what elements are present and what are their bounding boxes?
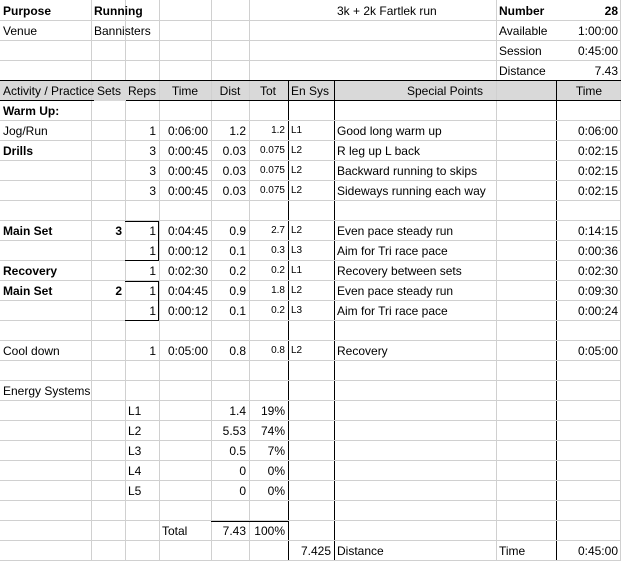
- tot-cell[interactable]: 2.7: [271, 225, 285, 236]
- en-sys-cell[interactable]: L1: [291, 265, 303, 276]
- reps-cell[interactable]: [125, 201, 159, 221]
- sets-cell[interactable]: [91, 201, 125, 221]
- energy-level-dist[interactable]: 5.53: [222, 424, 246, 438]
- energy-level-label[interactable]: L1: [128, 404, 142, 418]
- special-points-cell[interactable]: Recovery between sets: [337, 264, 462, 278]
- footer-time-value[interactable]: 0:45:00: [577, 544, 618, 558]
- dist-cell[interactable]: [211, 321, 249, 341]
- energy-level-dist[interactable]: 1.4: [229, 404, 246, 418]
- reps-cell[interactable]: 3: [149, 144, 156, 158]
- dist-cell[interactable]: 0.03: [222, 144, 246, 158]
- time-cell[interactable]: [159, 201, 211, 221]
- sets-cell[interactable]: [91, 241, 125, 261]
- time-right-cell[interactable]: 0:02:15: [577, 144, 618, 158]
- time-right-cell[interactable]: 0:00:36: [577, 244, 618, 258]
- tot-cell[interactable]: 0.8: [271, 345, 285, 356]
- venue-value[interactable]: Bannisters: [94, 24, 151, 38]
- total-dist[interactable]: 7.43: [222, 524, 246, 538]
- energy-level-label[interactable]: L2: [128, 424, 142, 438]
- tot-cell[interactable]: 0.2: [271, 265, 285, 276]
- special-points-cell[interactable]: Recovery: [337, 344, 388, 358]
- venue-label[interactable]: Venue: [3, 24, 38, 38]
- reps-cell[interactable]: [125, 101, 159, 121]
- session-title[interactable]: 3k + 2k Fartlek run: [337, 4, 437, 18]
- reps-cell[interactable]: [125, 321, 159, 341]
- time-cell[interactable]: 0:00:45: [167, 144, 208, 158]
- column-header-special-points[interactable]: Special Points: [406, 84, 484, 98]
- dist-cell[interactable]: 0.9: [229, 224, 246, 238]
- column-header-en-sys[interactable]: En Sys: [291, 84, 330, 98]
- reps-cell[interactable]: 3: [149, 164, 156, 178]
- main-set-1-bracket: [125, 221, 159, 261]
- time-cell[interactable]: [159, 321, 211, 341]
- sets-cell[interactable]: 3: [115, 224, 122, 238]
- en-sys-cell[interactable]: L3: [291, 245, 303, 256]
- sets-cell[interactable]: [91, 141, 125, 161]
- tot-cell[interactable]: [249, 101, 288, 121]
- column-header-reps[interactable]: Reps: [128, 84, 157, 98]
- en-sys-cell[interactable]: L2: [291, 165, 303, 176]
- reps-cell[interactable]: 3: [149, 184, 156, 198]
- row-gridline: [0, 480, 621, 481]
- available-value[interactable]: 1:00:00: [577, 24, 618, 38]
- column-header-time-right[interactable]: Time: [575, 84, 603, 98]
- column-header-activity[interactable]: Activity / Practice: [3, 84, 95, 98]
- tot-cell[interactable]: 0.075: [259, 145, 285, 156]
- purpose-value[interactable]: Running: [94, 4, 143, 18]
- energy-level-dist[interactable]: 0.5: [229, 444, 246, 458]
- energy-level-pct[interactable]: 19%: [260, 404, 285, 418]
- dist-cell[interactable]: 1.2: [229, 124, 246, 138]
- en-sys-cell[interactable]: L3: [291, 305, 303, 316]
- reps-cell[interactable]: 1: [149, 244, 156, 258]
- activity-cell[interactable]: Drills: [3, 144, 34, 158]
- special-points-cell[interactable]: Good long warm up: [337, 124, 442, 138]
- reps-cell[interactable]: 1: [149, 224, 156, 238]
- energy-level-dist[interactable]: 0: [239, 484, 246, 498]
- distance-value[interactable]: 7.43: [594, 64, 618, 78]
- time-cell[interactable]: 0:00:45: [167, 164, 208, 178]
- special-points-cell[interactable]: [334, 321, 556, 341]
- dist-cell[interactable]: 0.2: [229, 264, 246, 278]
- energy-systems-title[interactable]: Energy Systems: [3, 384, 91, 398]
- energy-level-pct[interactable]: 0%: [267, 464, 285, 478]
- footer-distance-label[interactable]: Distance: [337, 544, 384, 558]
- sets-cell[interactable]: [91, 261, 125, 281]
- tot-cell[interactable]: 0.2: [271, 305, 285, 316]
- footer-distance-value[interactable]: 7.425: [300, 544, 331, 558]
- en-sys-cell[interactable]: L2: [291, 225, 303, 236]
- special-points-cell[interactable]: Even pace steady run: [337, 224, 454, 238]
- time-cell[interactable]: 0:06:00: [167, 124, 208, 138]
- energy-level-pct[interactable]: 74%: [260, 424, 285, 438]
- sets-cell[interactable]: [91, 341, 125, 361]
- reps-cell[interactable]: 1: [149, 304, 156, 318]
- time-cell[interactable]: 0:00:12: [167, 244, 208, 258]
- column-header-time[interactable]: Time: [171, 84, 199, 98]
- special-points-cell[interactable]: R leg up L back: [337, 144, 420, 158]
- time-cell[interactable]: 0:02:30: [167, 264, 208, 278]
- dist-cell[interactable]: [211, 201, 249, 221]
- dist-cell[interactable]: 0.1: [229, 304, 246, 318]
- activity-cell[interactable]: Main Set: [3, 284, 53, 298]
- dist-cell[interactable]: 0.03: [222, 184, 246, 198]
- tot-cell[interactable]: 1.8: [271, 285, 285, 296]
- total-pct[interactable]: 100%: [254, 524, 285, 538]
- en-sys-cell[interactable]: [288, 101, 334, 121]
- tot-cell[interactable]: [249, 321, 288, 341]
- time-right-cell[interactable]: [557, 201, 621, 221]
- footer-time-label[interactable]: Time: [499, 544, 526, 558]
- row-gridline: [0, 500, 621, 501]
- column-header-dist[interactable]: Dist: [219, 84, 241, 98]
- reps-cell[interactable]: 1: [149, 124, 156, 138]
- distance-label[interactable]: Distance: [499, 64, 546, 78]
- special-points-cell[interactable]: Sideways running each way: [337, 184, 486, 198]
- purpose-label[interactable]: Purpose: [3, 4, 52, 18]
- session-label[interactable]: Session: [499, 44, 542, 58]
- special-points-cell[interactable]: Backward running to skips: [337, 164, 478, 178]
- row-gridline: [0, 460, 621, 461]
- time-right-cell[interactable]: 0:06:00: [577, 124, 618, 138]
- reps-cell[interactable]: 1: [149, 264, 156, 278]
- time-right-cell[interactable]: 0:02:30: [577, 264, 618, 278]
- dist-cell[interactable]: 0.1: [229, 244, 246, 258]
- dist-cell[interactable]: 0.9: [229, 284, 246, 298]
- sets-cell[interactable]: [91, 301, 125, 321]
- session-value[interactable]: 0:45:00: [577, 44, 618, 58]
- activity-cell[interactable]: Jog/Run: [3, 124, 48, 138]
- time-right-cell[interactable]: 0:05:00: [577, 344, 618, 358]
- energy-level-label[interactable]: L4: [128, 464, 142, 478]
- number-value[interactable]: 28: [604, 4, 618, 18]
- en-sys-cell[interactable]: [288, 321, 334, 341]
- special-points-cell[interactable]: Aim for Tri race pace: [337, 244, 448, 258]
- energy-level-pct[interactable]: 0%: [267, 484, 285, 498]
- dist-cell[interactable]: 0.03: [222, 164, 246, 178]
- special-points-cell[interactable]: [334, 101, 556, 121]
- en-sys-cell[interactable]: L1: [291, 125, 303, 136]
- en-sys-cell[interactable]: [288, 201, 334, 221]
- row-gridline: [0, 440, 621, 441]
- time-cell[interactable]: 0:05:00: [167, 344, 208, 358]
- energy-level-label[interactable]: L3: [128, 444, 142, 458]
- time-right-cell[interactable]: 0:14:15: [577, 224, 618, 238]
- sets-cell[interactable]: [91, 161, 125, 181]
- reps-cell[interactable]: 1: [149, 284, 156, 298]
- activity-cell[interactable]: Cool down: [3, 344, 60, 358]
- energy-level-dist[interactable]: 0: [239, 464, 246, 478]
- en-sys-cell[interactable]: L2: [291, 145, 303, 156]
- tot-cell[interactable]: 0.075: [259, 165, 285, 176]
- activity-cell[interactable]: Warm Up:: [3, 104, 60, 118]
- time-cell[interactable]: 0:00:12: [167, 304, 208, 318]
- number-label[interactable]: Number: [499, 4, 545, 18]
- tot-cell[interactable]: 1.2: [271, 125, 285, 136]
- tot-cell[interactable]: 0.075: [259, 185, 285, 196]
- time-cell[interactable]: [159, 101, 211, 121]
- total-label[interactable]: Total: [162, 524, 188, 538]
- special-points-cell[interactable]: [334, 201, 556, 221]
- main-set-2-bracket: [125, 281, 159, 321]
- sets-cell[interactable]: [91, 181, 125, 201]
- time-cell[interactable]: 0:04:45: [167, 224, 208, 238]
- en-sys-cell[interactable]: L2: [291, 345, 303, 356]
- column-header-tot[interactable]: Tot: [259, 84, 276, 98]
- time-cell[interactable]: 0:04:45: [167, 284, 208, 298]
- row-gridline: [0, 520, 621, 521]
- energy-level-pct[interactable]: 7%: [267, 444, 285, 458]
- dist-cell[interactable]: 0.8: [229, 344, 246, 358]
- en-sys-cell[interactable]: L2: [291, 285, 303, 296]
- energy-level-label[interactable]: L5: [128, 484, 142, 498]
- column-header-sets[interactable]: Sets: [94, 81, 126, 101]
- reps-cell[interactable]: 1: [149, 344, 156, 358]
- en-sys-cell[interactable]: L2: [291, 185, 303, 196]
- time-right-cell[interactable]: 0:02:15: [577, 164, 618, 178]
- time-right-cell[interactable]: [557, 101, 621, 121]
- time-cell[interactable]: 0:00:45: [167, 184, 208, 198]
- tot-cell[interactable]: [249, 201, 288, 221]
- special-points-cell[interactable]: Even pace steady run: [337, 284, 454, 298]
- dist-cell[interactable]: [211, 101, 249, 121]
- sets-cell[interactable]: [91, 101, 125, 121]
- tot-cell[interactable]: 0.3: [271, 245, 285, 256]
- sets-cell[interactable]: [91, 321, 125, 341]
- available-label[interactable]: Available: [499, 24, 548, 38]
- activity-cell[interactable]: Recovery: [3, 264, 58, 278]
- special-points-cell[interactable]: Aim for Tri race pace: [337, 304, 448, 318]
- sets-cell[interactable]: 2: [115, 284, 122, 298]
- time-right-cell[interactable]: [557, 321, 621, 341]
- row-gridline: [0, 420, 621, 421]
- sets-cell[interactable]: [91, 121, 125, 141]
- time-right-cell[interactable]: 0:09:30: [577, 284, 618, 298]
- time-right-cell[interactable]: 0:00:24: [577, 304, 618, 318]
- time-right-cell[interactable]: 0:02:15: [577, 184, 618, 198]
- activity-cell[interactable]: Main Set: [3, 224, 53, 238]
